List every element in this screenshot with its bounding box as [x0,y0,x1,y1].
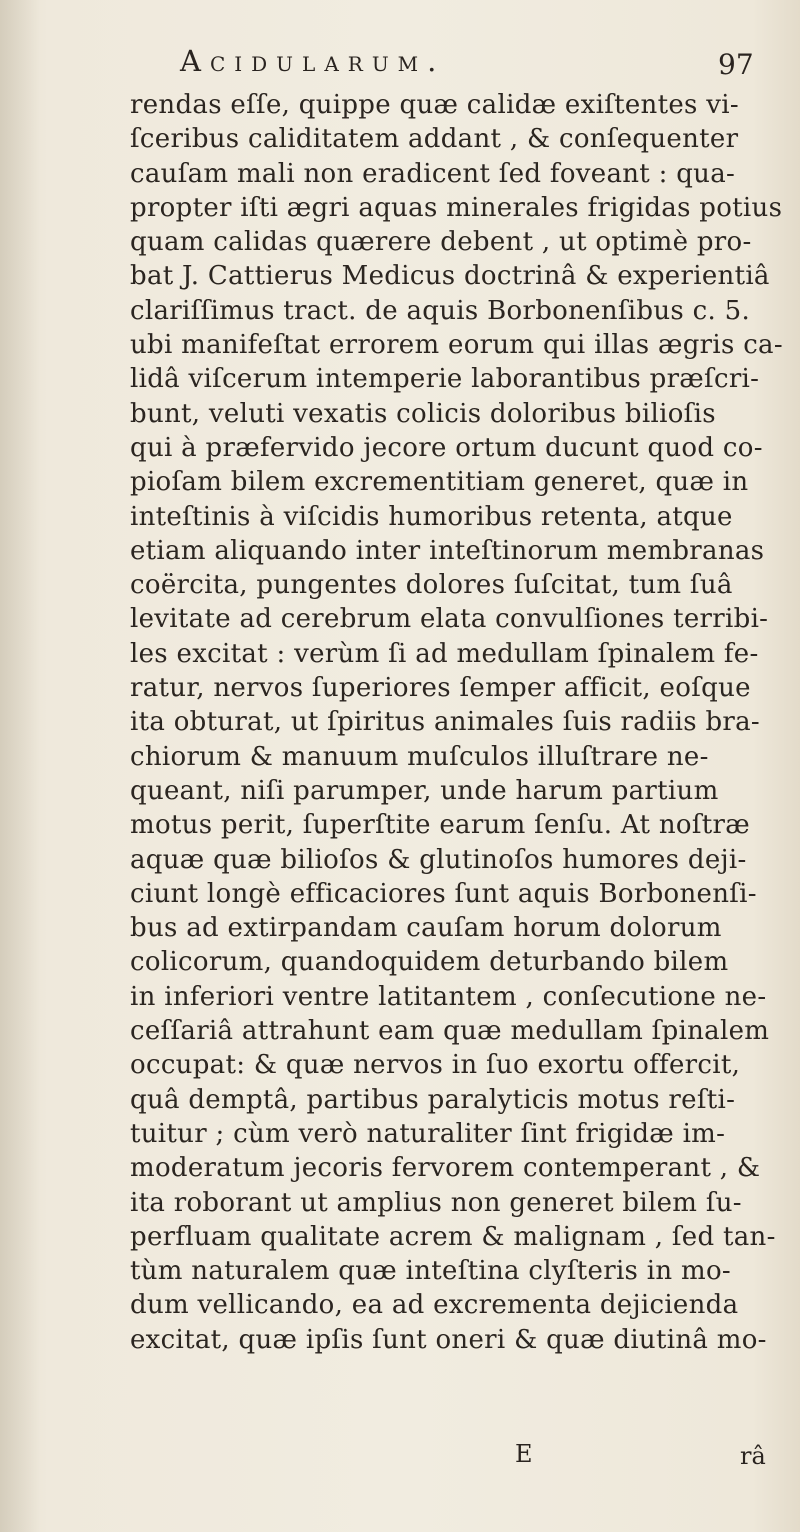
page-number: 97 [718,48,754,81]
text-line: coërcita, pungentes dolores ſuſcitat, tum ſuâ [130,570,733,601]
text-line: quâ demptâ, partibus paralyticis motus reſti- [130,1084,736,1115]
text-line: propter iſti ægri aquas minerales frigidas potius [130,192,783,223]
text-line: bat J. Cattierus Medicus doctrinâ & experientiâ [130,261,770,292]
text-line: tuitur ; cùm verò naturaliter ſint frigidæ im- [130,1118,726,1149]
text-line: ubi manifeſtat errorem eorum qui illas ægris ca- [130,330,783,361]
body-text [130,88,794,1357]
text-line: motus perit, ſuperſtite earum ſenſu. At noſtræ [130,810,750,841]
text-line: inteſtinis à viſcidis humoribus retenta, atque [130,501,733,532]
text-line: moderatum jecoris fervorem contemperant , & [130,1153,761,1184]
text-line: cauſam mali non eradicent ſed foveant : qua- [130,158,736,189]
text-line: qui à præfervido jecore ortum ducunt quod co- [130,432,763,463]
text-line: quam calidas quærere debent , ut optimè pro- [130,227,752,258]
text-line: tùm naturalem quæ inteſtina clyſteris in mo- [130,1256,731,1287]
text-line: ſceribus caliditatem addant , & conſequenter [130,124,739,155]
signature-mark: E [515,1440,533,1468]
text-line: dum vellicando, ea ad excrementa dejicienda [130,1290,739,1321]
catchword: râ [740,1442,766,1470]
text-line: pioſam bilem excrementitiam generet, quæ in [130,467,749,498]
gutter-shadow [0,0,40,1532]
text-line: lidâ viſcerum intemperie laborantibus præſcri- [130,364,760,395]
text-line: bunt, veluti vexatis colicis doloribus bilioſis [130,398,716,429]
text-line: ita roborant ut amplius non generet bilem ſu- [130,1187,742,1218]
text-line: occupat: & quæ nervos in ſuo exortu offercit, [130,1050,741,1081]
text-line: levitate ad cerebrum elata convulſiones terribi- [130,604,769,635]
text-line: excitat, quæ ipſis ſunt oneri & quæ diutinâ mo- [130,1324,767,1355]
text-line: colicorum, quandoquidem deturbando bilem [130,947,729,978]
text-line: etiam aliquando inter inteſtinorum membranas [130,535,765,566]
text-line: les excitat : verùm ſi ad medullam ſpinalem fe- [130,638,759,669]
text-line: queant, niſi parumper, unde harum partium [130,775,719,806]
text-line: ciunt longè efficaciores ſunt aquis Borbonenſi- [130,878,757,909]
text-line: chiorum & manuum muſculos illuſtrare ne- [130,741,709,772]
text-line: aquæ quæ bilioſos & glutinoſos humores deji- [130,844,747,875]
running-head: Acidularum. [180,44,446,78]
text-line: perfluam qualitate acrem & malignam , ſed tan- [130,1221,776,1252]
text-line: bus ad extirpandam cauſam horum dolorum [130,913,722,944]
text-line: ita obturat, ut ſpiritus animales ſuis radiis bra- [130,707,760,738]
text-line: in inferiori ventre latitantem , conſecutione ne- [130,981,767,1012]
page-header [0,44,800,84]
text-line: ratur, nervos ſuperiores ſemper afficit, eoſque [130,673,751,704]
text-line: clariſſimus tract. de aquis Borbonenſibus c. 5. [130,295,751,326]
text-line: ceſſariâ attrahunt eam quæ medullam ſpinalem [130,1016,770,1047]
text-line: rendas eſſe, quippe quæ calidæ exiſtentes vi- [130,90,739,120]
